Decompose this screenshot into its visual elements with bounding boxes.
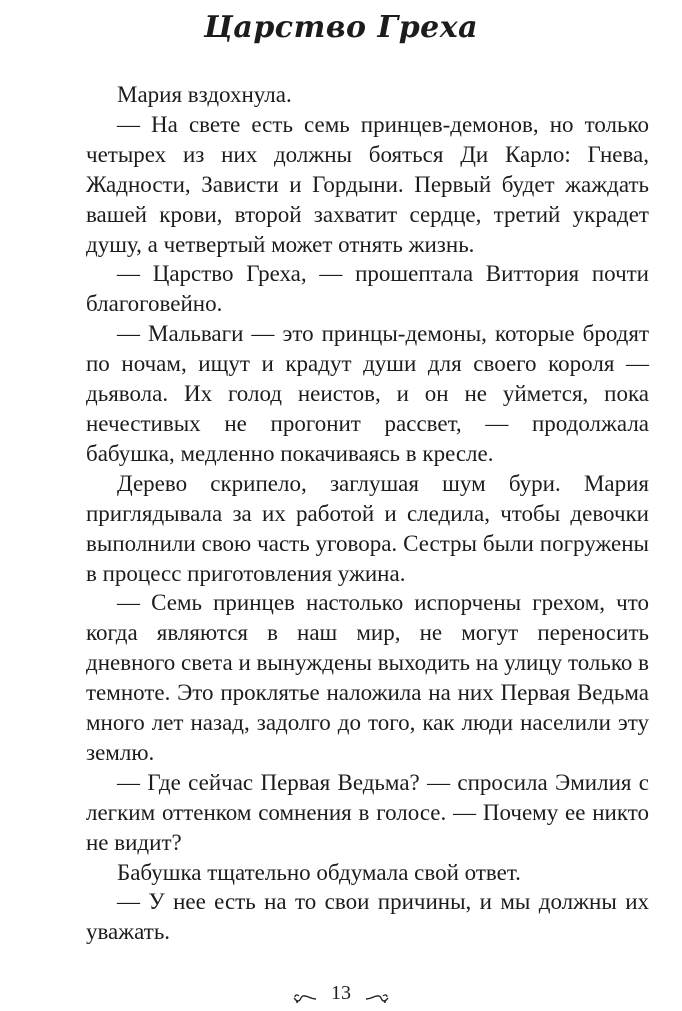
body-text: [86, 80, 649, 947]
paragraph: — Где сейчас Первая Ведьма? — спросила Эмилия с легким оттенком сомнения в голосе. — Почему ее никто не видит?: [86, 769, 649, 855]
paragraph: — Царство Греха, — прошептала Виттория почти благоговейно.: [86, 261, 649, 317]
running-title: Царство Греха: [203, 10, 479, 45]
paragraph: — Мальваги — это принцы-демоны, которые бродят по ночам, ищут и крадут души для своего короля — дьявола. Их голод неистов, и он не уймется, пока нечестивых не прогонит рассвет, — продолжала бабушка, медленно покачиваясь в кресле.: [86, 321, 649, 466]
paragraph: — На свете есть семь принцев-демонов, но только четырех из них должны бояться Ди Карло: Гнева, Жадности, Зависти и Гордыни. Первый будет жаждать вашей крови, второй захватит сердце, третий украдет душу, а четвертый может отнять жизнь.: [86, 111, 649, 257]
paragraph: Бабушка тщательно обдумала свой ответ.: [117, 859, 521, 885]
page-number: 13: [331, 982, 351, 1004]
paragraph: Дерево скрипело, заглушая шум бури. Мария приглядывала за их работой и следила, чтобы девочки выполнили свою часть уговора. Сестры были погружены в процесс приготовления ужина.: [86, 470, 649, 586]
flourish-right-icon: [365, 988, 389, 1000]
flourish-left-icon: [293, 988, 317, 1000]
page-footer: [0, 982, 682, 1005]
paragraph: — Семь принцев настолько испорчены грехом, что когда являются в наш мир, не могут переносить дневного света и вынуждены выходить на улицу только в темноте. Это проклятье наложила на них Первая Ведьма много лет назад, задолго до того, как люди населили эту землю.: [86, 590, 649, 765]
paragraph: — У нее есть на то свои причины, и мы должны их уважать.: [86, 889, 649, 945]
paragraph: Мария вздохнула.: [117, 82, 292, 107]
